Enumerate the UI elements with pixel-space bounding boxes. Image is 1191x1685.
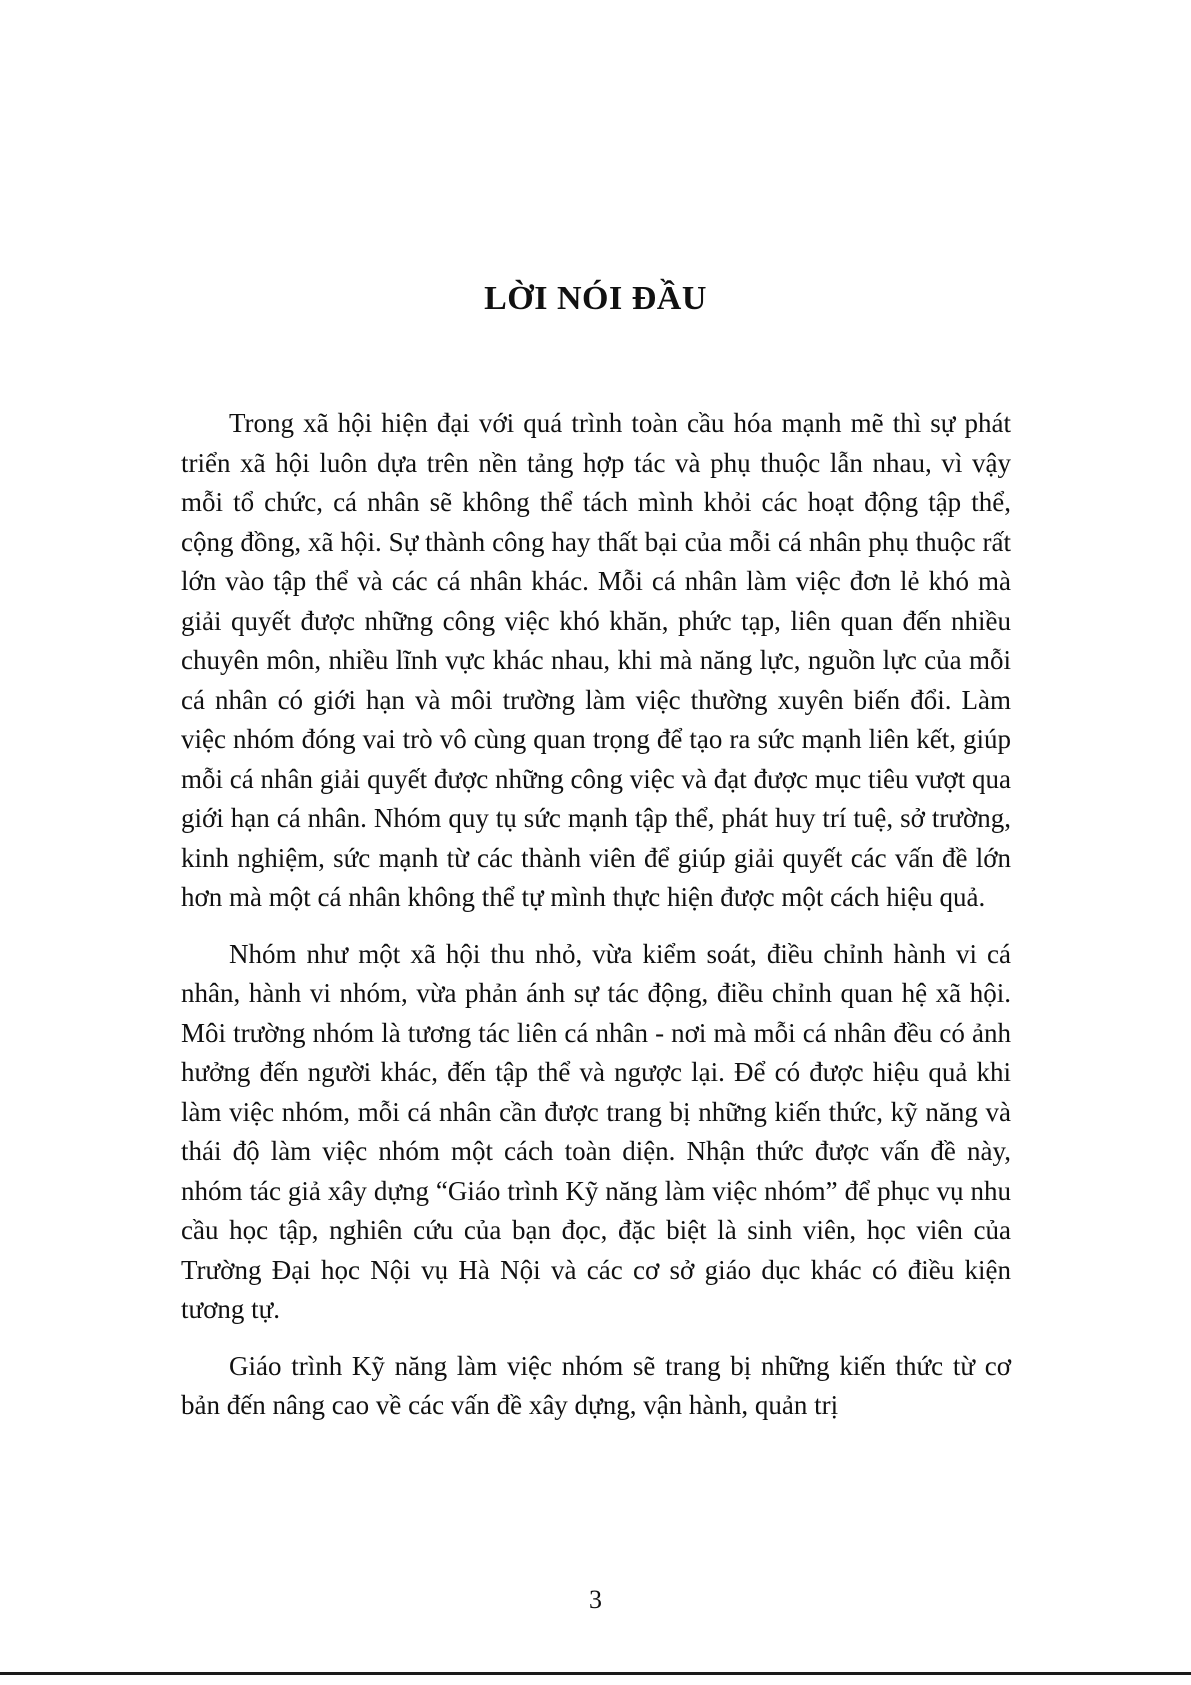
page-title: LỜI NÓI ĐẦU (484, 280, 707, 317)
paragraph-3: Giáo trình Kỹ năng làm việc nhóm sẽ trang bị những kiến thức từ cơ bản đến nâng cao về các vấn đề xây dựng, vận hành, quản trị (181, 1350, 1011, 1420)
paragraph-2: Nhóm như một xã hội thu nhỏ, vừa kiểm soát, điều chỉnh hành vi cá nhân, hành vi nhóm, vừa phản ánh sự tác động, điều chỉnh quan hệ xã hội. Môi trường nhóm là tương tác liên cá nhân - nơi mà mỗi cá nhân đều có ảnh hưởng đến người khác, đến tập thể và ngược lại. Để có được hiệu quả khi làm việc nhóm, mỗi cá nhân cần được trang bị những kiến thức, kỹ năng và thái độ làm việc nhóm một cách toàn diện. Nhận thức được vấn đề này, nhóm tác giả xây dựng “Giáo trình Kỹ năng làm việc nhóm” để phục vụ nhu cầu học tập, nghiên cứu của bạn đọc, đặc biệt là sinh viên, học viên của Trường Đại học Nội vụ Hà Nội và các cơ sở giáo dục khác có điều kiện tương tự. (181, 938, 1011, 1324)
page-number: 3 (589, 1585, 602, 1614)
body-text (181, 404, 1011, 1443)
paragraph-1: Trong xã hội hiện đại với quá trình toàn cầu hóa mạnh mẽ thì sự phát triển xã hội luôn dựa trên nền tảng hợp tác và phụ thuộc lẫn nhau, vì vậy mỗi tổ chức, cá nhân sẽ không thể tách mình khỏi các hoạt động tập thể, cộng đồng, xã hội. Sự thành công hay thất bại của mỗi cá nhân phụ thuộc rất lớn vào tập thể và các cá nhân khác. Mỗi cá nhân làm việc đơn lẻ khó mà giải quyết được những công việc khó khăn, phức tạp, liên quan đến nhiều chuyên môn, nhiều lĩnh vực khác nhau, khi mà năng lực, nguồn lực của mỗi cá nhân có giới hạn và môi trường làm việc thường xuyên biến đổi. Làm việc nhóm đóng vai trò vô cùng quan trọng để tạo ra sức mạnh liên kết, giúp mỗi cá nhân giải quyết được những công việc và đạt được mục tiêu vượt qua giới hạn cá nhân. Nhóm quy tụ sức mạnh tập thể, phát huy trí tuệ, sở trường, kinh nghiệm, sức mạnh từ các thành viên để giúp giải quyết các vấn đề lớn hơn mà một cá nhân không thể tự mình thực hiện được một cách hiệu quả. (181, 408, 1011, 912)
bottom-divider (0, 1672, 1191, 1675)
